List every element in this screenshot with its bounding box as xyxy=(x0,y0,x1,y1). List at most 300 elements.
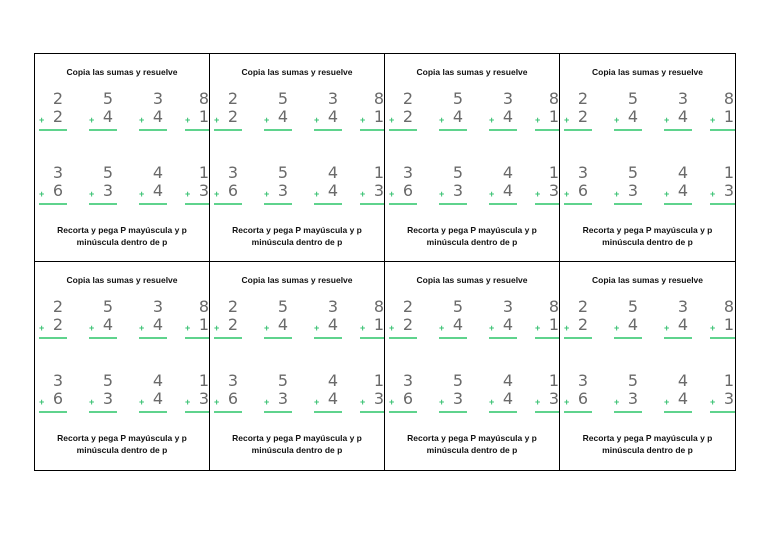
plus-sign: + xyxy=(439,115,445,125)
plus-sign: + xyxy=(314,397,320,407)
card-title: Copia las sumas y resuelve xyxy=(591,67,704,77)
plus-sign: + xyxy=(489,323,495,333)
addend-bottom: 4 xyxy=(677,315,688,334)
plus-sign: + xyxy=(185,189,191,199)
answer-line xyxy=(614,337,642,339)
addend-top: 2 xyxy=(52,297,63,316)
plus-sign: + xyxy=(389,323,395,333)
addend-bottom: 6 xyxy=(402,181,413,200)
plus-sign: + xyxy=(214,115,220,125)
answer-line xyxy=(664,129,692,131)
addend-top: 8 xyxy=(198,89,209,108)
plus-sign: + xyxy=(389,115,395,125)
instruction-line-1: Recorta y pega P mayúscula y p xyxy=(582,433,713,443)
plus-sign: + xyxy=(360,323,366,333)
plus-sign: + xyxy=(264,323,270,333)
addend-top: 1 xyxy=(198,163,209,182)
plus-sign: + xyxy=(664,189,670,199)
answer-line xyxy=(314,129,342,131)
plus-sign: + xyxy=(535,323,541,333)
addend-top: 1 xyxy=(373,371,384,390)
addition-problem xyxy=(262,164,292,208)
addend-top: 5 xyxy=(277,89,288,108)
addend-bottom: 3 xyxy=(198,181,209,200)
plus-sign: + xyxy=(360,397,366,407)
addition-problem xyxy=(437,372,467,416)
answer-line xyxy=(489,337,517,339)
answer-line xyxy=(185,203,210,205)
plus-sign: + xyxy=(710,189,716,199)
addend-bottom: 2 xyxy=(227,107,238,126)
plus-sign: + xyxy=(89,323,95,333)
card-title: Copia las sumas y resuelve xyxy=(416,67,528,77)
addend-bottom: 2 xyxy=(227,315,238,334)
addition-problem xyxy=(37,372,67,416)
plus-sign: + xyxy=(564,115,570,125)
sum-row xyxy=(560,372,735,416)
answer-line xyxy=(535,411,560,413)
answer-line xyxy=(39,129,67,131)
addend-top: 5 xyxy=(452,163,463,182)
addition-problem xyxy=(212,90,242,134)
answer-line xyxy=(535,203,560,205)
plus-sign: + xyxy=(185,115,191,125)
addend-bottom: 4 xyxy=(152,315,163,334)
worksheet-card xyxy=(35,262,210,470)
answer-line xyxy=(664,337,692,339)
sum-row xyxy=(385,298,559,342)
plus-sign: + xyxy=(614,115,620,125)
instruction-line-1: Recorta y pega P mayúscula y p xyxy=(582,225,713,235)
addend-bottom: 1 xyxy=(723,315,734,334)
answer-line xyxy=(314,337,342,339)
addend-top: 4 xyxy=(327,163,338,182)
addend-top: 5 xyxy=(627,297,638,316)
addition-problem xyxy=(387,372,417,416)
addend-bottom: 6 xyxy=(227,181,238,200)
answer-line xyxy=(535,129,560,131)
addend-top: 5 xyxy=(452,297,463,316)
answer-line xyxy=(710,203,735,205)
worksheet-card xyxy=(35,54,210,262)
sum-row xyxy=(210,298,384,342)
plus-sign: + xyxy=(89,189,95,199)
addition-problem xyxy=(137,164,167,208)
instruction-line-1: Recorta y pega P mayúscula y p xyxy=(57,225,187,235)
answer-line xyxy=(360,411,385,413)
addend-top: 8 xyxy=(548,89,559,108)
addend-bottom: 3 xyxy=(627,389,638,408)
answer-line xyxy=(389,129,417,131)
addition-problem xyxy=(487,164,517,208)
card-instructions xyxy=(568,224,727,248)
addition-problem xyxy=(183,298,210,342)
answer-line xyxy=(564,337,592,339)
plus-sign: + xyxy=(535,115,541,125)
addition-problem xyxy=(358,164,385,208)
addend-top: 5 xyxy=(452,371,463,390)
addend-bottom: 3 xyxy=(198,389,209,408)
addition-problem xyxy=(533,298,560,342)
addend-bottom: 6 xyxy=(577,181,588,200)
answer-line xyxy=(214,129,242,131)
addend-top: 3 xyxy=(677,89,688,108)
addend-bottom: 4 xyxy=(152,107,163,126)
card-title: Copia las sumas y resuelve xyxy=(416,275,528,285)
addition-problem xyxy=(37,164,67,208)
sum-row xyxy=(35,372,209,416)
answer-line xyxy=(664,203,692,205)
addend-top: 3 xyxy=(227,371,238,390)
addend-top: 2 xyxy=(227,297,238,316)
sum-row xyxy=(210,372,384,416)
answer-line xyxy=(439,129,467,131)
addition-problem xyxy=(183,372,210,416)
addend-bottom: 2 xyxy=(577,315,588,334)
addition-problem xyxy=(312,164,342,208)
addend-bottom: 4 xyxy=(502,181,513,200)
plus-sign: + xyxy=(389,397,395,407)
plus-sign: + xyxy=(214,397,220,407)
instruction-line-1: Recorta y pega P mayúscula y p xyxy=(407,433,537,443)
instruction-line-2: minúscula dentro de p xyxy=(602,237,693,247)
addition-problem xyxy=(87,298,117,342)
addend-top: 3 xyxy=(502,297,513,316)
plus-sign: + xyxy=(39,115,45,125)
addend-top: 3 xyxy=(502,89,513,108)
plus-sign: + xyxy=(89,115,95,125)
plus-sign: + xyxy=(664,115,670,125)
addition-problem xyxy=(487,298,517,342)
addend-top: 1 xyxy=(373,163,384,182)
card-instructions xyxy=(43,432,201,456)
instruction-line-2: minúscula dentro de p xyxy=(251,237,343,247)
addition-problem xyxy=(562,164,592,208)
addend-top: 4 xyxy=(502,163,513,182)
plus-sign: + xyxy=(314,189,320,199)
addend-bottom: 4 xyxy=(502,107,513,126)
addend-top: 8 xyxy=(373,297,384,316)
addend-bottom: 3 xyxy=(277,389,288,408)
addend-bottom: 4 xyxy=(677,107,688,126)
answer-line xyxy=(89,203,117,205)
addend-top: 3 xyxy=(227,163,238,182)
addition-problem xyxy=(708,90,735,134)
sum-row xyxy=(35,164,209,208)
addend-bottom: 4 xyxy=(327,315,338,334)
answer-line xyxy=(564,411,592,413)
addition-problem xyxy=(612,298,642,342)
addition-problem xyxy=(358,372,385,416)
addend-top: 2 xyxy=(577,89,588,108)
addend-bottom: 1 xyxy=(198,315,209,334)
instruction-line-1: Recorta y pega P mayúscula y p xyxy=(407,225,537,235)
answer-line xyxy=(564,203,592,205)
answer-line xyxy=(214,411,242,413)
addition-problem xyxy=(312,298,342,342)
card-instructions xyxy=(218,224,376,248)
plus-sign: + xyxy=(139,323,145,333)
plus-sign: + xyxy=(614,189,620,199)
sum-row xyxy=(35,298,209,342)
instruction-line-1: Recorta y pega P mayúscula y p xyxy=(232,433,362,443)
answer-line xyxy=(214,337,242,339)
addend-top: 3 xyxy=(52,163,63,182)
instruction-line-2: minúscula dentro de p xyxy=(602,445,693,455)
addend-bottom: 3 xyxy=(452,181,463,200)
answer-line xyxy=(489,203,517,205)
addition-problem xyxy=(487,372,517,416)
addend-bottom: 3 xyxy=(102,181,113,200)
plus-sign: + xyxy=(39,323,45,333)
addition-problem xyxy=(662,90,692,134)
addition-problem xyxy=(533,164,560,208)
addend-top: 4 xyxy=(677,371,688,390)
answer-line xyxy=(614,129,642,131)
answer-line xyxy=(89,337,117,339)
instruction-line-2: minúscula dentro de p xyxy=(426,237,518,247)
addend-bottom: 4 xyxy=(327,181,338,200)
addend-bottom: 1 xyxy=(373,315,384,334)
answer-line xyxy=(264,411,292,413)
addend-top: 5 xyxy=(102,371,113,390)
addition-problem xyxy=(87,372,117,416)
answer-line xyxy=(360,203,385,205)
addition-problem xyxy=(212,372,242,416)
addend-top: 5 xyxy=(452,89,463,108)
addend-bottom: 6 xyxy=(402,389,413,408)
addition-problem xyxy=(437,164,467,208)
plus-sign: + xyxy=(535,397,541,407)
answer-line xyxy=(360,129,385,131)
addend-bottom: 4 xyxy=(502,315,513,334)
answer-line xyxy=(214,203,242,205)
plus-sign: + xyxy=(264,397,270,407)
addend-top: 3 xyxy=(577,163,588,182)
plus-sign: + xyxy=(389,189,395,199)
worksheet-card xyxy=(210,54,385,262)
plus-sign: + xyxy=(664,397,670,407)
addend-bottom: 3 xyxy=(373,389,384,408)
plus-sign: + xyxy=(314,323,320,333)
addition-problem xyxy=(262,298,292,342)
answer-line xyxy=(710,411,735,413)
addend-bottom: 3 xyxy=(373,181,384,200)
addition-problem xyxy=(37,298,67,342)
addend-bottom: 3 xyxy=(723,181,734,200)
sum-row xyxy=(210,164,384,208)
answer-line xyxy=(139,411,167,413)
answer-line xyxy=(489,411,517,413)
answer-line xyxy=(439,337,467,339)
answer-line xyxy=(139,337,167,339)
addend-bottom: 2 xyxy=(402,107,413,126)
addend-top: 5 xyxy=(102,163,113,182)
addend-bottom: 3 xyxy=(452,389,463,408)
addend-top: 5 xyxy=(277,371,288,390)
plus-sign: + xyxy=(360,189,366,199)
addition-problem xyxy=(137,90,167,134)
addend-bottom: 4 xyxy=(277,315,288,334)
addend-top: 3 xyxy=(402,163,413,182)
sum-row xyxy=(385,164,559,208)
answer-line xyxy=(264,129,292,131)
addend-top: 2 xyxy=(402,297,413,316)
addend-top: 3 xyxy=(152,89,163,108)
worksheet-card xyxy=(385,54,560,262)
addition-problem xyxy=(612,372,642,416)
addition-problem xyxy=(87,90,117,134)
plus-sign: + xyxy=(439,323,445,333)
answer-line xyxy=(39,203,67,205)
addend-top: 3 xyxy=(677,297,688,316)
addend-top: 3 xyxy=(402,371,413,390)
addition-problem xyxy=(262,90,292,134)
addend-bottom: 1 xyxy=(723,107,734,126)
plus-sign: + xyxy=(214,189,220,199)
plus-sign: + xyxy=(139,397,145,407)
plus-sign: + xyxy=(264,115,270,125)
addition-problem xyxy=(183,90,210,134)
addend-top: 5 xyxy=(102,89,113,108)
addend-bottom: 1 xyxy=(198,107,209,126)
worksheet-card xyxy=(210,262,385,470)
addend-top: 4 xyxy=(152,371,163,390)
addend-top: 8 xyxy=(548,297,559,316)
addition-problem xyxy=(662,372,692,416)
addend-top: 2 xyxy=(227,89,238,108)
addend-bottom: 1 xyxy=(548,315,559,334)
answer-line xyxy=(39,337,67,339)
answer-line xyxy=(389,337,417,339)
sum-row xyxy=(210,90,384,134)
addend-top: 3 xyxy=(327,89,338,108)
addend-bottom: 2 xyxy=(52,315,63,334)
addition-problem xyxy=(387,90,417,134)
addend-top: 1 xyxy=(198,371,209,390)
instruction-line-2: minúscula dentro de p xyxy=(251,445,343,455)
plus-sign: + xyxy=(489,397,495,407)
plus-sign: + xyxy=(264,189,270,199)
worksheet-sheet xyxy=(34,53,736,471)
addend-top: 4 xyxy=(677,163,688,182)
plus-sign: + xyxy=(39,189,45,199)
plus-sign: + xyxy=(535,189,541,199)
addend-bottom: 6 xyxy=(227,389,238,408)
plus-sign: + xyxy=(564,397,570,407)
plus-sign: + xyxy=(185,397,191,407)
addition-problem xyxy=(562,372,592,416)
answer-line xyxy=(185,337,210,339)
addend-top: 8 xyxy=(723,297,734,316)
card-title: Copia las sumas y resuelve xyxy=(241,275,353,285)
addend-top: 1 xyxy=(723,163,734,182)
answer-line xyxy=(710,129,735,131)
addend-top: 1 xyxy=(548,163,559,182)
card-instructions xyxy=(43,224,201,248)
instruction-line-1: Recorta y pega P mayúscula y p xyxy=(232,225,362,235)
card-title: Copia las sumas y resuelve xyxy=(241,67,353,77)
addend-bottom: 2 xyxy=(577,107,588,126)
answer-line xyxy=(535,337,560,339)
sum-row xyxy=(35,90,209,134)
addition-problem xyxy=(312,90,342,134)
addition-problem xyxy=(183,164,210,208)
addend-top: 2 xyxy=(402,89,413,108)
addend-bottom: 3 xyxy=(277,181,288,200)
addend-bottom: 4 xyxy=(327,107,338,126)
answer-line xyxy=(139,203,167,205)
plus-sign: + xyxy=(39,397,45,407)
answer-line xyxy=(489,129,517,131)
sum-row xyxy=(385,372,559,416)
addition-problem xyxy=(708,164,735,208)
addend-top: 3 xyxy=(152,297,163,316)
addend-bottom: 1 xyxy=(373,107,384,126)
addend-top: 4 xyxy=(327,371,338,390)
addition-problem xyxy=(562,298,592,342)
addend-bottom: 4 xyxy=(677,181,688,200)
answer-line xyxy=(564,129,592,131)
plus-sign: + xyxy=(710,397,716,407)
addend-bottom: 3 xyxy=(627,181,638,200)
addend-bottom: 6 xyxy=(577,389,588,408)
addend-top: 5 xyxy=(277,297,288,316)
sum-row xyxy=(560,90,735,134)
plus-sign: + xyxy=(185,323,191,333)
answer-line xyxy=(614,203,642,205)
plus-sign: + xyxy=(139,189,145,199)
addition-problem xyxy=(437,90,467,134)
plus-sign: + xyxy=(489,189,495,199)
addend-bottom: 2 xyxy=(402,315,413,334)
addend-top: 2 xyxy=(577,297,588,316)
addend-bottom: 4 xyxy=(152,181,163,200)
addend-bottom: 4 xyxy=(277,107,288,126)
addition-problem xyxy=(262,372,292,416)
answer-line xyxy=(89,411,117,413)
addend-bottom: 2 xyxy=(52,107,63,126)
plus-sign: + xyxy=(314,115,320,125)
addend-bottom: 4 xyxy=(452,107,463,126)
answer-line xyxy=(264,337,292,339)
sum-row xyxy=(385,90,559,134)
addend-top: 5 xyxy=(627,89,638,108)
answer-line xyxy=(439,203,467,205)
addend-bottom: 6 xyxy=(52,389,63,408)
plus-sign: + xyxy=(710,323,716,333)
addend-bottom: 1 xyxy=(548,107,559,126)
plus-sign: + xyxy=(489,115,495,125)
card-instructions xyxy=(393,224,551,248)
sum-row xyxy=(560,298,735,342)
answer-line xyxy=(389,411,417,413)
addend-bottom: 4 xyxy=(102,107,113,126)
addition-problem xyxy=(387,298,417,342)
addend-bottom: 4 xyxy=(102,315,113,334)
addition-problem xyxy=(137,298,167,342)
addend-bottom: 4 xyxy=(452,315,463,334)
instruction-line-2: minúscula dentro de p xyxy=(76,445,168,455)
addend-bottom: 4 xyxy=(677,389,688,408)
plus-sign: + xyxy=(360,115,366,125)
answer-line xyxy=(439,411,467,413)
addend-top: 1 xyxy=(548,371,559,390)
answer-line xyxy=(360,337,385,339)
answer-line xyxy=(314,203,342,205)
addend-bottom: 4 xyxy=(627,315,638,334)
addition-problem xyxy=(533,372,560,416)
